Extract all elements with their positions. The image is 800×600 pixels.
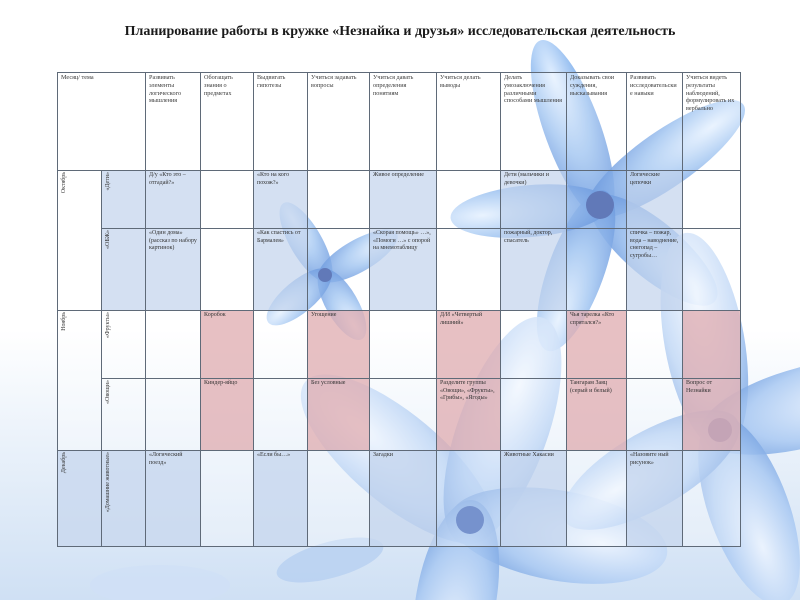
page-title: Планирование работы в кружке «Незнайка и друзья» исследовательская деятельность: [124, 24, 676, 39]
month-label: Ноябрь: [61, 312, 67, 331]
header-cell: Обогащать знания о предметах: [201, 73, 254, 171]
topic-label: «Домашние животные»: [105, 452, 111, 513]
topic-label: «Фрукты»: [105, 312, 111, 339]
header-cell: Делать умозаключения различными способами мышления: [501, 73, 567, 171]
table-cell: Киндер-яйцо: [201, 379, 254, 451]
header-row: [58, 73, 741, 171]
table-row: [58, 379, 741, 451]
table-cell: спичка – пожар, вода – наводнение, снегопад – сугробы…: [627, 229, 683, 311]
table-cell: [146, 311, 201, 379]
table-cell: «Кто на кого похож?»: [254, 171, 308, 229]
topic-cell: [102, 311, 146, 379]
table-cell: Логические цепочки: [627, 171, 683, 229]
table-cell: [308, 229, 370, 311]
table-row: [58, 171, 741, 229]
topic-cell: [102, 171, 146, 229]
table-cell: Загадки: [370, 451, 437, 547]
header-cell: Развивать элементы логического мышления: [146, 73, 201, 171]
table-cell: Живое определение: [370, 171, 437, 229]
header-cell: Месяц/ тема: [58, 73, 146, 171]
petal-left-bottom: [90, 565, 230, 600]
table-cell: Д/у «Кто это – отгадай?»: [146, 171, 201, 229]
month-cell: [58, 311, 102, 451]
table-cell: [308, 451, 370, 547]
table-cell: [683, 311, 741, 379]
topic-cell: [102, 229, 146, 311]
table-cell: «Если бы…»: [254, 451, 308, 547]
month-label: Октябрь: [61, 172, 67, 194]
table-cell: [501, 311, 567, 379]
table-cell: Животные Хакасии: [501, 451, 567, 547]
table-cell: [567, 451, 627, 547]
table-cell: [370, 311, 437, 379]
topic-cell: [102, 379, 146, 451]
header-cell: Доказывать свои суждения, высказывания: [567, 73, 627, 171]
topic-cell: [102, 451, 146, 547]
table-cell: [437, 171, 501, 229]
header-cell: Выдвигать гипотезы: [254, 73, 308, 171]
table-cell: [308, 171, 370, 229]
table-cell: «Логический поезд»: [146, 451, 201, 547]
table-cell: Без условные: [308, 379, 370, 451]
table-cell: [146, 379, 201, 451]
table-cell: [683, 451, 741, 547]
table-cell: «Как спастись от Бармалея»: [254, 229, 308, 311]
table-cell: [567, 171, 627, 229]
table-cell: Дети (мальчики и девочки): [501, 171, 567, 229]
table-cell: Разделите группы «Овощи», «Фрукты», «Грибы», «Ягоды»: [437, 379, 501, 451]
table-row: [58, 311, 741, 379]
table-cell: Угощение: [308, 311, 370, 379]
table-cell: Чья тарелка «Кто спрятался?»: [567, 311, 627, 379]
table-cell: Д/И «Четвертый лишний»: [437, 311, 501, 379]
planning-table: [57, 72, 741, 547]
table-cell: [567, 229, 627, 311]
header-cell: Учиться давать определения понятиям: [370, 73, 437, 171]
table-cell: Вопрос от Незнайки: [683, 379, 741, 451]
table-cell: [370, 379, 437, 451]
topic-label: «ОБЖ»: [105, 230, 111, 250]
header-cell: Учиться делать выводы: [437, 73, 501, 171]
table-cell: [201, 229, 254, 311]
table-cell: [254, 311, 308, 379]
table-cell: пожарный, доктор, спасатель: [501, 229, 567, 311]
header-cell: Учиться видеть результаты наблюдений, формулировать их вербально: [683, 73, 741, 171]
topic-label: «Дети»: [105, 172, 111, 191]
table-row: [58, 229, 741, 311]
table-cell: «Один дома» (рассказ по набору картинок): [146, 229, 201, 311]
table-cell: [201, 171, 254, 229]
table-cell: Коробок: [201, 311, 254, 379]
table-cell: [627, 379, 683, 451]
header-cell: Развивать исследовательские навыки: [627, 73, 683, 171]
table-cell: [437, 451, 501, 547]
table-cell: [683, 229, 741, 311]
month-label: Декабрь: [61, 452, 67, 474]
table-cell: [201, 451, 254, 547]
table-row: [58, 451, 741, 547]
table-cell: [627, 311, 683, 379]
month-cell: [58, 451, 102, 547]
table-cell: «Назовите ный рисунок»: [627, 451, 683, 547]
table-cell: [683, 171, 741, 229]
table-cell: «Скорая помощь» …», «Помоги …» с опорой на мнемотаблицу: [370, 229, 437, 311]
table-cell: [501, 379, 567, 451]
month-cell: [58, 171, 102, 311]
table-cell: [437, 229, 501, 311]
table-cell: Тангарам Заяц (серый и белый): [567, 379, 627, 451]
header-cell: Учиться задавать вопросы: [308, 73, 370, 171]
table-cell: [254, 379, 308, 451]
topic-label: «Овощи»: [105, 380, 111, 404]
